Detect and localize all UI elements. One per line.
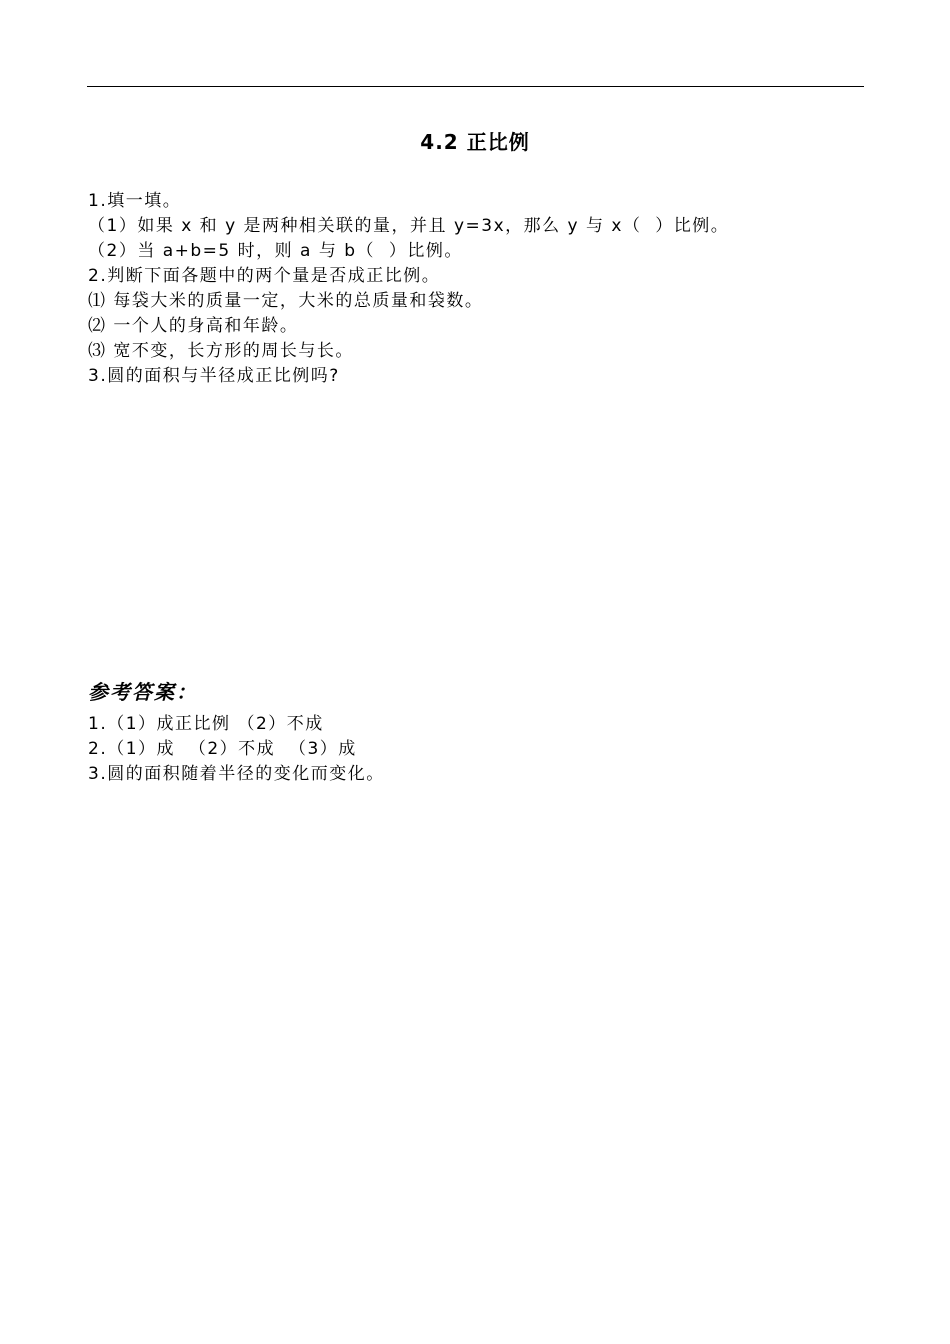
question-3: 3.圆的面积与半径成正比例吗?	[88, 366, 340, 386]
answer-1: 1.（1）成正比例 （2）不成	[88, 714, 324, 734]
answer-3: 3.圆的面积随着半径的变化而变化。	[88, 764, 385, 784]
question-1-2: （2）当 a+b=5 时，则 a 与 b（ ）比例。	[88, 241, 463, 261]
page-title: 4.2 正比例	[420, 130, 530, 154]
answer-2: 2.（1）成 （2）不成 （3）成	[88, 739, 357, 759]
question-1-1: （1）如果 x 和 y 是两种相关联的量，并且 y=3x，那么 y 与 x（ ）比例。	[88, 216, 730, 236]
question-2-heading: 2.判断下面各题中的两个量是否成正比例。	[88, 266, 441, 286]
question-2-3: ⑶ 宽不变，长方形的周长与长。	[88, 341, 354, 361]
header-rule	[87, 86, 864, 87]
question-2-1: ⑴ 每袋大米的质量一定，大米的总质量和袋数。	[88, 291, 484, 311]
question-1-heading: 1.填一填。	[88, 191, 182, 211]
question-2-2: ⑵ 一个人的身高和年龄。	[88, 316, 299, 336]
answer-heading: 参考答案：	[88, 680, 198, 704]
